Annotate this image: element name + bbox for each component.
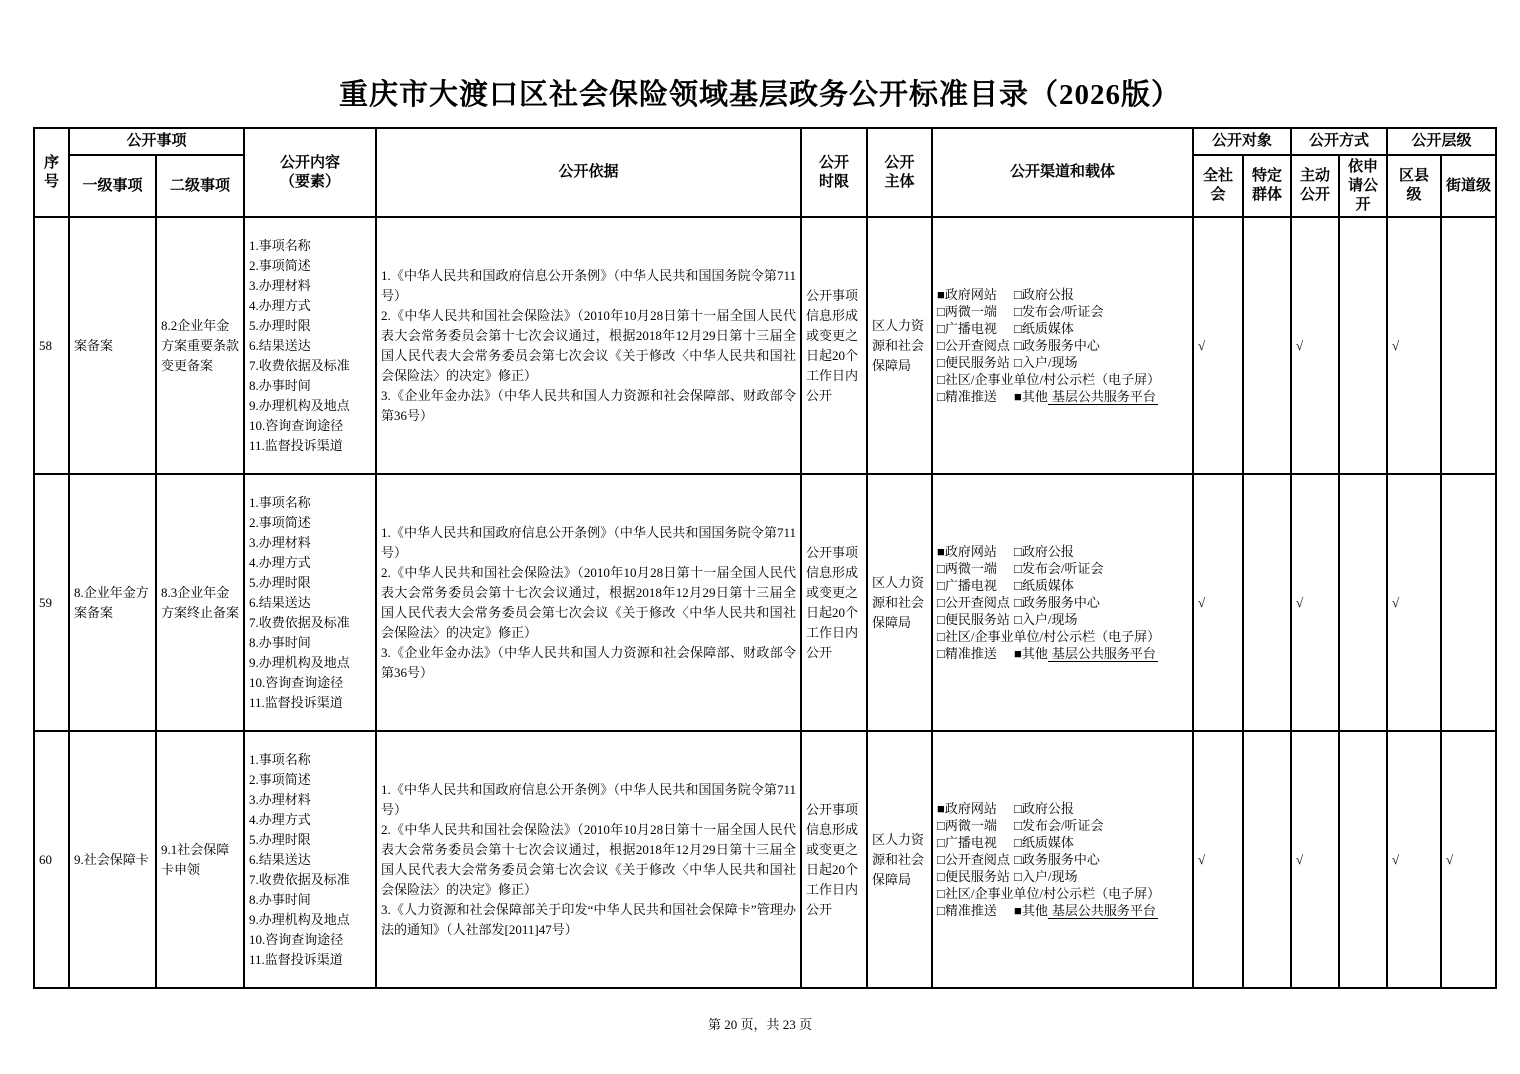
content-item: 10.咨询查询途径 — [249, 931, 344, 947]
content-item: 2.事项简述 — [249, 771, 311, 787]
content-item: 4.办理方式 — [249, 554, 311, 570]
channel-line — [937, 371, 1188, 388]
channel-option: □公开查阅点 — [937, 595, 1010, 611]
mark-all-society: √ — [1193, 217, 1243, 474]
content-cell — [244, 217, 376, 474]
level2-cell: 8.3企业年金方案终止备案 — [156, 474, 244, 731]
channel-option: □入户/现场 — [1014, 869, 1078, 885]
level2-cell: 8.2企业年金方案重要条款变更备案 — [156, 217, 244, 474]
content-item: 5.办理时限 — [249, 574, 311, 590]
level1-cell: 9.社会保障卡 — [69, 731, 156, 988]
mark-on-request — [1339, 474, 1387, 731]
col-header-content-line1: 公开内容 — [280, 153, 341, 171]
mark-on-request — [1339, 731, 1387, 988]
basis-cell — [376, 731, 801, 988]
channel-line — [937, 851, 1188, 868]
content-item: 11.监督投诉渠道 — [249, 437, 343, 453]
mark-all-society: √ — [1193, 474, 1243, 731]
channel-line — [937, 354, 1188, 371]
basis-item: 2.《中华人民共和国社会保险法》（2010年10月28日第十一届全国人民代表大会常务委员会第十七次会议通过，根据2018年12月29日第十三届全国人民代表大会常务委员会第七次会议《关于修改〈中华人民共和国社会保险法〉的决定》修正） — [381, 564, 797, 640]
content-item: 7.收费依据及标准 — [249, 614, 350, 630]
seq-cell: 59 — [34, 474, 69, 731]
channel-option: □精准推送 — [937, 646, 997, 662]
table-row-59 — [34, 474, 1496, 731]
mark-street — [1441, 474, 1496, 731]
content-item: 4.办理方式 — [249, 297, 311, 313]
channel-line — [937, 902, 1188, 919]
content-cell — [244, 474, 376, 731]
channel-list — [937, 286, 1188, 405]
channel-other-fill: 基层公共服务平台 — [1048, 646, 1158, 662]
channel-line — [937, 800, 1188, 817]
channel-option: □两微一端 — [937, 818, 997, 834]
col-header-level2: 二级事项 — [156, 155, 244, 217]
basis-item: 2.《中华人民共和国社会保险法》（2010年10月28日第十一届全国人民代表大会常务委员会第十七次会议通过，根据2018年12月29日第十三届全国人民代表大会常务委员会第七次会议《关于修改〈中华人民共和国社会保险法〉的决定》修正） — [381, 307, 797, 383]
channel-line — [937, 817, 1188, 834]
mark-proactive: √ — [1291, 731, 1339, 988]
channel-line — [937, 543, 1188, 560]
basis-cell — [376, 217, 801, 474]
channel-option: □政务服务中心 — [1014, 852, 1100, 868]
channel-other-fill: 基层公共服务平台 — [1048, 389, 1158, 405]
channel-option: ■政府网站 — [937, 544, 997, 560]
col-header-object-group: 公开对象 — [1193, 128, 1291, 155]
col-header-level1: 一级事项 — [69, 155, 156, 217]
content-item: 3.办理材料 — [249, 534, 311, 550]
channel-option: □广播电视 — [937, 835, 997, 851]
col-header-object-all: 全社会 — [1193, 155, 1243, 217]
time-limit-cell: 公开事项信息形成或变更之日起20个工作日内公开 — [801, 217, 867, 474]
seq-cell: 60 — [34, 731, 69, 988]
channel-line — [937, 560, 1188, 577]
time-limit-cell: 公开事项信息形成或变更之日起20个工作日内公开 — [801, 731, 867, 988]
level2-cell: 9.1社会保障卡申领 — [156, 731, 244, 988]
channel-option: □两微一端 — [937, 304, 997, 320]
channel-line — [937, 885, 1188, 902]
mark-all-society: √ — [1193, 731, 1243, 988]
mark-district: √ — [1387, 474, 1441, 731]
mark-specific-group — [1243, 731, 1291, 988]
channel-other-fill: 基层公共服务平台 — [1048, 903, 1158, 919]
basis-item: 3.《企业年金办法》（中华人民共和国人力资源和社会保障部、财政部令第36号） — [381, 644, 797, 680]
content-item: 2.事项简述 — [249, 514, 311, 530]
channel-line — [937, 337, 1188, 354]
seq-cell: 58 — [34, 217, 69, 474]
basis-list — [381, 523, 796, 683]
col-header-object-specific: 特定群体 — [1243, 155, 1291, 217]
content-item: 6.结果送达 — [249, 594, 311, 610]
mark-on-request — [1339, 217, 1387, 474]
content-item: 8.办事时间 — [249, 377, 311, 393]
channel-option: □社区/企事业单位/村公示栏（电子屏） — [937, 886, 1161, 902]
level1-cell: 案备案 — [69, 217, 156, 474]
col-header-level-group: 公开层级 — [1387, 128, 1496, 155]
channel-option: □公开查阅点 — [937, 852, 1010, 868]
content-item: 4.办理方式 — [249, 811, 311, 827]
channel-option: □入户/现场 — [1014, 355, 1078, 371]
channel-option: □发布会/听证会 — [1014, 561, 1104, 577]
level1-cell: 8.企业年金方案备案 — [69, 474, 156, 731]
channel-line — [937, 628, 1188, 645]
channel-option: □两微一端 — [937, 561, 997, 577]
content-item: 6.结果送达 — [249, 851, 311, 867]
basis-item: 2.《中华人民共和国社会保险法》（2010年10月28日第十一届全国人民代表大会常务委员会第十七次会议通过，根据2018年12月29日第十三届全国人民代表大会常务委员会第七次会议《关于修改〈中华人民共和国社会保险法〉的决定》修正） — [381, 821, 797, 897]
content-item: 1.事项名称 — [249, 751, 311, 767]
col-header-content-line2: （要素） — [280, 172, 341, 190]
channel-line — [937, 611, 1188, 628]
content-item: 7.收费依据及标准 — [249, 871, 350, 887]
basis-list — [381, 266, 796, 426]
mark-street: √ — [1441, 731, 1496, 988]
content-item: 3.办理材料 — [249, 277, 311, 293]
content-item: 1.事项名称 — [249, 494, 311, 510]
content-item: 11.监督投诉渠道 — [249, 951, 343, 967]
basis-item: 1.《中华人民共和国政府信息公开条例》（中华人民共和国国务院令第711号） — [381, 267, 797, 303]
channel-option: □便民服务站 — [937, 355, 1010, 371]
content-item: 1.事项名称 — [249, 237, 311, 253]
channel-cell — [932, 731, 1193, 988]
basis-item: 3.《企业年金办法》（中华人民共和国人力资源和社会保障部、财政部令第36号） — [381, 387, 797, 423]
channel-line — [937, 868, 1188, 885]
channel-option: □精准推送 — [937, 389, 997, 405]
basis-cell — [376, 474, 801, 731]
channel-line — [937, 320, 1188, 337]
content-item: 7.收费依据及标准 — [249, 357, 350, 373]
channel-option: □政务服务中心 — [1014, 595, 1100, 611]
channel-option: ■其他 — [1014, 389, 1048, 405]
col-header-subject: 公开主体 — [867, 128, 932, 217]
table-row-60 — [34, 731, 1496, 988]
mark-specific-group — [1243, 217, 1291, 474]
time-limit-cell: 公开事项信息形成或变更之日起20个工作日内公开 — [801, 474, 867, 731]
channel-option: ■政府网站 — [937, 287, 997, 303]
header-group-row — [34, 128, 1496, 155]
channel-cell — [932, 474, 1193, 731]
col-header-matters-group: 公开事项 — [69, 128, 244, 155]
channel-option: □广播电视 — [937, 578, 997, 594]
content-item: 10.咨询查询途径 — [249, 674, 344, 690]
content-item: 8.办事时间 — [249, 634, 311, 650]
content-cell — [244, 731, 376, 988]
channel-option: □公开查阅点 — [937, 338, 1010, 354]
page-title: 重庆市大渡口区社会保险领域基层政务公开标准目录（2026版） — [338, 79, 1181, 111]
subject-cell: 区人力资源和社会保障局 — [867, 474, 932, 731]
content-item: 3.办理材料 — [249, 791, 311, 807]
channel-option: ■其他 — [1014, 646, 1048, 662]
channel-option: □发布会/听证会 — [1014, 818, 1104, 834]
content-item: 9.办理机构及地点 — [249, 654, 350, 670]
basis-list — [381, 780, 796, 940]
col-header-seq: 序号 — [34, 128, 69, 217]
content-item: 6.结果送达 — [249, 337, 311, 353]
channel-line — [937, 594, 1188, 611]
mark-specific-group — [1243, 474, 1291, 731]
channel-line — [937, 388, 1188, 405]
content-item: 2.事项简述 — [249, 257, 311, 273]
table-row-58 — [34, 217, 1496, 474]
channel-list — [937, 543, 1188, 662]
catalog-table — [33, 127, 1497, 989]
content-item: 9.办理机构及地点 — [249, 397, 350, 413]
subject-cell: 区人力资源和社会保障局 — [867, 731, 932, 988]
mark-district: √ — [1387, 731, 1441, 988]
basis-item: 3.《人力资源和社会保障部关于印发“中华人民共和国社会保障卡”管理办法的通知》（人社部发[2011]47号） — [381, 901, 797, 937]
channel-option: □政府公报 — [1014, 544, 1074, 560]
channel-option: □政府公报 — [1014, 287, 1074, 303]
channel-option: ■政府网站 — [937, 801, 997, 817]
channel-option: □纸质媒体 — [1014, 321, 1074, 337]
col-header-mode-group: 公开方式 — [1291, 128, 1387, 155]
channel-cell — [932, 217, 1193, 474]
channel-option: ■其他 — [1014, 903, 1048, 919]
channel-line — [937, 577, 1188, 594]
mark-street — [1441, 217, 1496, 474]
channel-option: □纸质媒体 — [1014, 835, 1074, 851]
channel-option: □纸质媒体 — [1014, 578, 1074, 594]
col-header-basis: 公开依据 — [376, 128, 801, 217]
mark-proactive: √ — [1291, 217, 1339, 474]
channel-line — [937, 645, 1188, 662]
mark-proactive: √ — [1291, 474, 1339, 731]
channel-option: □社区/企事业单位/村公示栏（电子屏） — [937, 372, 1161, 388]
content-list — [249, 493, 371, 713]
subject-cell: 区人力资源和社会保障局 — [867, 217, 932, 474]
page-number: 第 20 页，共 23 页 — [707, 1017, 812, 1032]
col-header-content — [244, 128, 376, 217]
channel-option: □政务服务中心 — [1014, 338, 1100, 354]
col-header-time-limit: 公开时限 — [801, 128, 867, 217]
content-item: 11.监督投诉渠道 — [249, 694, 343, 710]
content-item: 8.办事时间 — [249, 891, 311, 907]
channel-option: □入户/现场 — [1014, 612, 1078, 628]
channel-line — [937, 286, 1188, 303]
col-header-level-district: 区县级 — [1387, 155, 1441, 217]
channel-list — [937, 800, 1188, 919]
col-header-mode-proactive: 主动公开 — [1291, 155, 1339, 217]
basis-item: 1.《中华人民共和国政府信息公开条例》（中华人民共和国国务院令第711号） — [381, 524, 797, 560]
channel-option: □政府公报 — [1014, 801, 1074, 817]
content-item: 9.办理机构及地点 — [249, 911, 350, 927]
content-list — [249, 750, 371, 970]
content-list — [249, 236, 371, 456]
col-header-level-street: 街道级 — [1441, 155, 1496, 217]
channel-option: □广播电视 — [937, 321, 997, 337]
channel-option: □便民服务站 — [937, 612, 1010, 628]
content-item: 5.办理时限 — [249, 831, 311, 847]
channel-option: □发布会/听证会 — [1014, 304, 1104, 320]
mark-district: √ — [1387, 217, 1441, 474]
col-header-channel: 公开渠道和载体 — [932, 128, 1193, 217]
content-item: 10.咨询查询途径 — [249, 417, 344, 433]
channel-line — [937, 303, 1188, 320]
channel-option: □便民服务站 — [937, 869, 1010, 885]
basis-item: 1.《中华人民共和国政府信息公开条例》（中华人民共和国国务院令第711号） — [381, 781, 797, 817]
col-header-mode-on-request: 依申请公开 — [1339, 155, 1387, 217]
channel-line — [937, 834, 1188, 851]
channel-option: □精准推送 — [937, 903, 997, 919]
content-item: 5.办理时限 — [249, 317, 311, 333]
channel-option: □社区/企事业单位/村公示栏（电子屏） — [937, 629, 1161, 645]
